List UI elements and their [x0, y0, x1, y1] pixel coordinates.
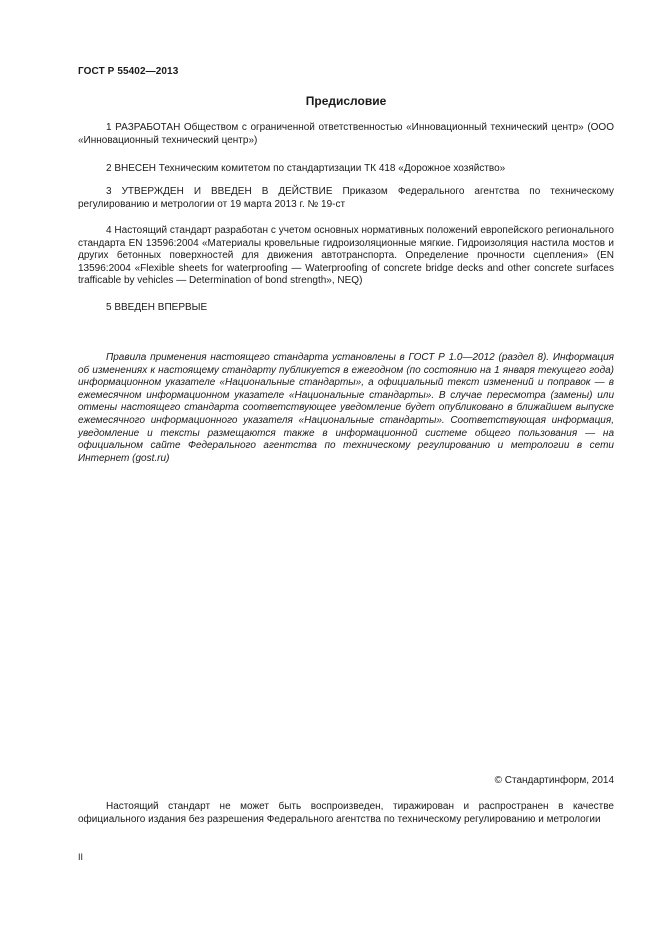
page-number: II: [78, 852, 84, 862]
foreword-item-2: 2 ВНЕСЕН Техническим комитетом по стандартизации ТК 418 «Дорожное хозяйство»: [106, 163, 506, 174]
application-rules-notice: Правила применения настоящего стандарта установлены в ГОСТ Р 1.0—2012 (раздел 8). Информация об изменениях к настоящему стандарту публикуется в ежегодном (по состоянию на 1 января текущего года) информационном указателе «Национальные стандарты», а официальный текст изменений и поправок — в ежемесячном информационном указателе «Национальные стандарты». В случае пересмотра (замены) или отмены настоящего стандарта соответствующее уведомление будет опубликовано в ближайшем выпуске ежемесячного информационного указателя «Национальные стандарты». Соответствующая информация, уведомление и тексты размещаются также в информационной системе общего пользования — на официальном сайте Федерального агентства по техническому регулированию и метрологии в сети Интернет (gost.ru): [78, 352, 614, 464]
foreword-item-3: 3 УТВЕРЖДЕН И ВВЕДЕН В ДЕЙСТВИЕ Приказом Федерального агентства по техническому регулированию и метрологии от 19 марта 2013 г. № 19-ст: [78, 186, 614, 210]
foreword-item-4: 4 Настоящий стандарт разработан с учетом основных нормативных положений европейского регионального стандарта EN 13596:2004 «Материалы кровельные гидроизоляционные мягкие. Гидроизоляция настила мостов и других бетонных поверхностей для движения автотранспорта. Определение прочности сцепления» (EN 13596:2004 «Flexible sheets for waterproofing — Waterproofing of concrete bridge decks and other concrete surfaces trafficable by vehicles — Determination of bond strength», NEQ): [78, 225, 614, 287]
copyright-line: © Стандартинформ, 2014: [494, 775, 614, 786]
foreword-item-5: 5 ВВЕДЕН ВПЕРВЫЕ: [106, 302, 208, 313]
reproduction-notice: Настоящий стандарт не может быть воспроизведен, тиражирован и распространен в качестве официального издания без разрешения Федерального агентства по техническому регулированию и метрологии: [78, 801, 614, 825]
page-title: Предисловие: [305, 94, 387, 108]
document-code: ГОСТ Р 55402—2013: [78, 66, 179, 77]
foreword-item-1: 1 РАЗРАБОТАН Обществом с ограниченной ответственностью «Инновационный технический центр» (ООО «Инновационный технический центр»): [78, 122, 614, 146]
